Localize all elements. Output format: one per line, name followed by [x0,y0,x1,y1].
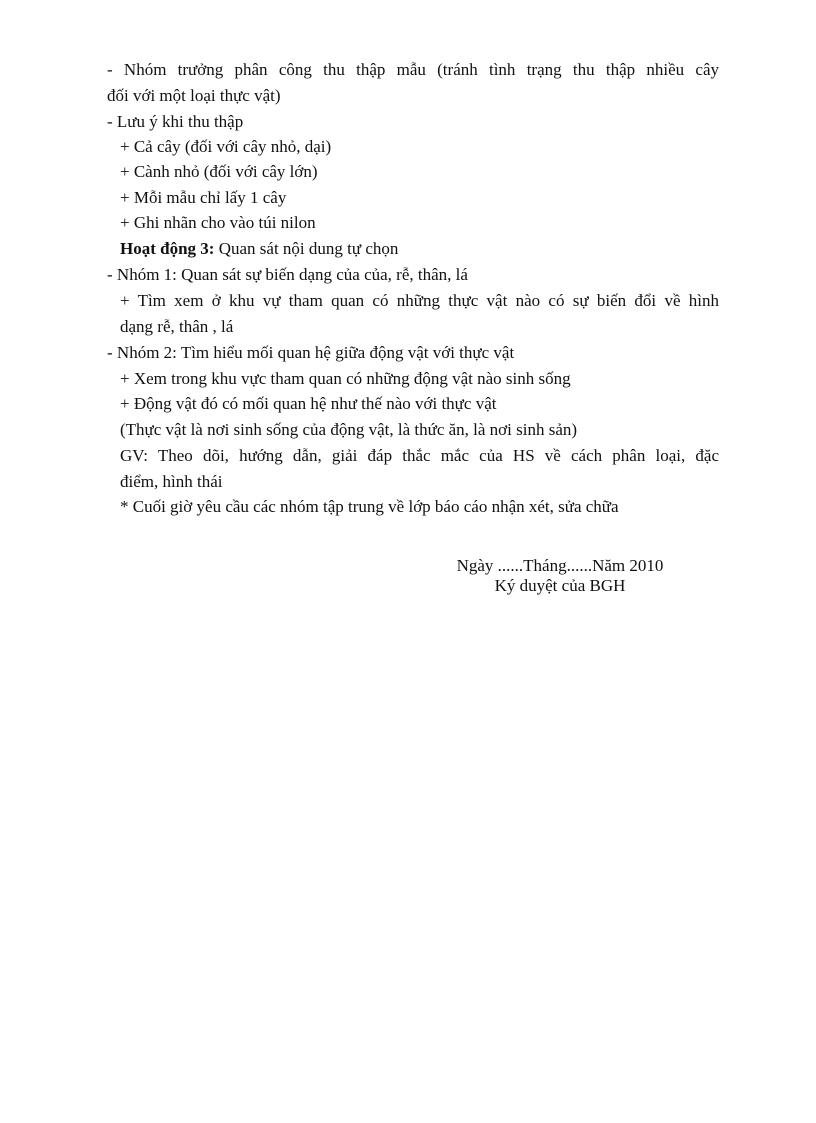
paragraph-line: - Lưu ý khi thu thập [107,112,244,131]
list-item: + Tìm xem ở khu vự tham quan có những thực vật nào có sự biến đổi về hình [120,291,719,310]
list-item: + Cả cây (đối với cây nhỏ, dại) [120,137,332,156]
paragraph-line: - Nhóm 2: Tìm hiểu mối quan hệ giữa động vật với thực vật [107,343,515,362]
approval-line: Ký duyệt của BGH [494,576,626,595]
activity-text: Quan sát nội dung tự chọn [214,239,399,258]
paragraph-line: GV: Theo dõi, hướng dẫn, giải đáp thắc mắc của HS về cách phân loại, đặc [120,446,719,465]
paragraph-line: đối với một loại thực vật) [107,86,281,105]
paragraph-line: (Thực vật là nơi sinh sống của động vật, là thức ăn, là nơi sinh sản) [120,420,578,439]
paragraph-line: điểm, hình thái [120,472,223,491]
list-item: + Mỗi mẫu chỉ lấy 1 cây [120,188,287,207]
paragraph-line: dạng rễ, thân , lá [120,317,234,336]
list-item: + Cành nhỏ (đối với cây lớn) [120,162,318,181]
paragraph-line: - Nhóm trưởng phân công thu thập mẫu (tránh tình trạng thu thập nhiều cây [107,60,719,79]
date-line: Ngày ......Tháng......Năm 2010 [456,556,664,575]
activity-label: Hoạt động 3: [120,239,215,258]
list-item: + Xem trong khu vực tham quan có những động vật nào sinh sống [120,369,571,388]
signature-block [430,556,690,596]
list-item: + Ghi nhãn cho vào túi nilon [120,213,316,232]
activity-heading [120,239,398,259]
paragraph-line: - Nhóm 1: Quan sát sự biến dạng của của, rễ, thân, lá [107,265,468,284]
list-item: + Động vật đó có mối quan hệ như thế nào với thực vật [120,394,497,413]
paragraph-line: * Cuối giờ yêu cầu các nhóm tập trung về lớp báo cáo nhận xét, sửa chữa [120,497,619,516]
